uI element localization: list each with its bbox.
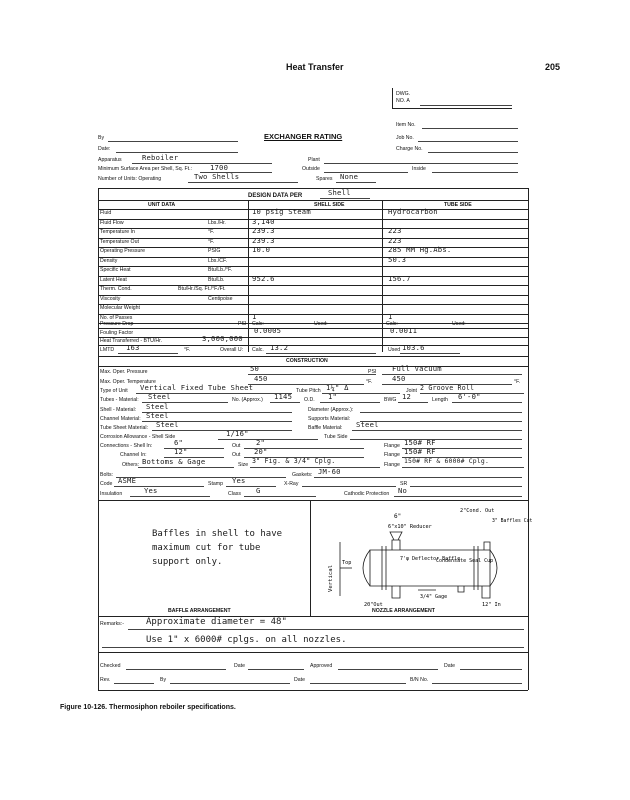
shell-out-label: Out [232, 443, 241, 449]
checked-label: Checked [100, 663, 121, 669]
channel-out-value: 20" [254, 447, 268, 456]
row-label: No. of Passes [100, 314, 133, 321]
row-shell-value: 3,140 [252, 216, 275, 226]
spares-label: Spares [316, 176, 333, 182]
page-number: 205 [545, 62, 561, 72]
construction-label: CONSTRUCTION [286, 358, 328, 364]
stamp-label: Stamp [208, 481, 223, 487]
flange2-value: 150# RF [404, 447, 436, 456]
tubesheet-material-value: Steel [156, 420, 179, 429]
row-shell-value: 10.0 [252, 245, 271, 254]
gaskets-label: Gaskets: [292, 472, 313, 478]
fouling-shell-value: 0.0005 [254, 326, 282, 335]
sketch-gage: 3/4" Gage [420, 594, 448, 600]
lmtd-value: 163 [126, 343, 140, 352]
sketch-reducer: 6"x10" Reducer [388, 524, 432, 530]
od-value: 1" [328, 392, 338, 401]
channel-material-value: Steel [146, 411, 169, 420]
row-tube-value: 223 [388, 226, 402, 235]
no-approx-value: 1145 [274, 392, 293, 401]
tubesheet-material-label: Tube Sheet Material: [100, 425, 148, 431]
class-label: Class [228, 491, 241, 497]
baffle-arrangement-label: BAFFLE ARRANGEMENT [168, 608, 231, 614]
overall-used-label: Used [388, 347, 401, 353]
design-data-label: DESIGN DATA PER [248, 193, 303, 199]
row-unit: Btu/Lb./°F. [208, 267, 232, 273]
stamp-value: Yes [232, 476, 246, 485]
length-label: Length [432, 397, 448, 403]
flange3-label: Flange [384, 462, 400, 468]
lmtd-label: LMTD [100, 347, 115, 353]
overall-used-value: 103.6 [402, 343, 425, 352]
sketch-deflector: 7'φ Deflector Baffle [400, 556, 461, 562]
insulation-label: Insulation [100, 491, 123, 497]
tubes-material-value: Steel [148, 392, 171, 401]
joint-value: 2 Groove Roll [420, 384, 475, 392]
col-shell-side: SHELL SIDE [314, 202, 345, 208]
charge-no-label: Charge No. [396, 146, 423, 152]
row-label: Temperature In [100, 229, 135, 235]
right-head [490, 550, 497, 586]
max-temp-shell: 450 [254, 374, 268, 383]
row-unit: Btu/Hr./Sq. Ft./°F./Ft. [178, 286, 226, 292]
diameter-label: Diameter (Approx.): [308, 407, 354, 413]
gaskets-value: JM-60 [318, 467, 341, 476]
by-label: By [98, 135, 105, 141]
baffle-note-line1: Baffles in shell to have [152, 529, 283, 539]
row-unit: Lbs./Hr. [208, 219, 226, 226]
row-shell-value: 952.6 [252, 273, 275, 283]
fouling-label: Fouling Factor [100, 330, 134, 336]
channel-material-label: Channel Material: [100, 416, 141, 422]
row-label: Operating Pressure [100, 248, 145, 254]
sketch-in12: 12" In [482, 602, 501, 608]
pressure-drop-label: Pressure Drop [100, 321, 134, 327]
row-unit: Lbs./CF. [208, 257, 228, 264]
bn-label: B/N No. [410, 677, 429, 683]
rev-label: Rev. [100, 677, 111, 683]
row-label: Molecular Weight [100, 305, 140, 311]
shell-in-value: 6" [174, 438, 184, 447]
corrosion-value: 1/16" [226, 429, 249, 438]
row-label: Fluid [100, 210, 112, 216]
max-pressure-psi: PSI [368, 369, 377, 375]
row-label: Viscosity [100, 295, 121, 302]
row-label: Density [100, 257, 118, 264]
size-label: Size [238, 462, 249, 468]
corrosion-label: Corrosion Allowance - Shell Side [100, 434, 176, 440]
shell-used-label: Used: [314, 321, 328, 327]
sketch-vertical: Vertical [328, 565, 334, 592]
apparatus-label: Apparatus [98, 157, 122, 163]
shell-out-value: 2" [256, 438, 266, 447]
dwg-label: DWG. [396, 91, 411, 97]
row-label: Fluid Flow [100, 219, 124, 226]
psi-label: PSI [238, 321, 247, 327]
heat-transferred-label: Heat Transferred - BTU/Hr. [100, 338, 162, 344]
row-tube-value: Hydrocarbon [388, 207, 438, 216]
max-temp-unit-tube: °F. [514, 379, 521, 385]
cond-nozzle [484, 542, 490, 550]
row-unit: PSIG [208, 248, 221, 254]
row-unit: °F. [208, 229, 215, 235]
flange2-label: Flange [384, 452, 400, 458]
baffle-material-label: Baffle Material: [308, 425, 343, 431]
cathodic-value: No [398, 486, 408, 495]
supports-label: Supports Material: [308, 416, 351, 422]
row-unit: Centipoise [208, 295, 233, 302]
overall-u-label: Overall U: [220, 347, 244, 353]
code-value: ASME [118, 476, 137, 485]
max-temp-label: Max. Oper. Temperature [100, 379, 156, 385]
shell-material-label: Shell - Material: [100, 407, 137, 413]
units-label: Number of Units: Operating [98, 176, 162, 182]
left-head [363, 550, 370, 586]
nozzle-arrangement-label: NOZZLE ARRANGEMENT [372, 608, 435, 614]
rev-date-label: Date [294, 677, 305, 683]
nozzle-sketch [312, 502, 533, 610]
max-temp-unit-shell: °F. [366, 379, 373, 385]
checked-date-label: Date [234, 663, 245, 669]
flange3-value: 150# RF & 6000# Cplg. [404, 457, 489, 465]
sketch-top-6: 6" [394, 513, 402, 520]
outside-label: Outside [302, 166, 320, 172]
design-data-value: Shell [328, 188, 351, 197]
col-unit-data: UNIT DATA [148, 202, 176, 208]
seal-cup [458, 586, 464, 592]
tubes-material-label: Tubes - Material: [100, 397, 139, 403]
max-pressure-tube: Full Vacuum [392, 364, 442, 373]
lmtd-unit: °F. [184, 347, 191, 353]
code-label: Code [100, 481, 113, 487]
row-tube-value: 1 [388, 311, 393, 321]
inside-label: Inside [412, 166, 426, 172]
row-tube-value: 156.7 [388, 273, 411, 283]
max-temp-tube: 450 [392, 374, 406, 383]
bwg-label: BWG [384, 397, 397, 403]
joint-label: Joint [406, 388, 417, 394]
row-tube-value: 285 MM Hg.Abs. [388, 245, 452, 254]
min-surface-label: Minimum Surface Area per Shell, Sq. Ft.: [98, 166, 192, 172]
channel-in-label: Channel In: [120, 452, 147, 458]
approved-label: Approved [310, 663, 333, 669]
overall-calc-value: 13.2 [270, 343, 289, 352]
type-value: Vertical Fixed Tube Sheet [140, 383, 254, 392]
top-nozzle [392, 540, 400, 550]
rev-by-label: By [160, 677, 167, 683]
row-unit: °F. [208, 238, 215, 245]
shell-material-value: Steel [146, 402, 169, 411]
units-value: Two Shells [194, 172, 240, 181]
baffle-note-line3: support only. [152, 557, 223, 567]
class-value: G [256, 486, 261, 495]
channel-out-label: Out [232, 452, 241, 458]
inlet-nozzle [482, 586, 490, 598]
figure-caption: Figure 10-126. Thermosiphon reboiler specifications. [60, 704, 236, 711]
tube-pitch-value: 1¼" Δ [326, 383, 349, 392]
job-no-label: Job No. [396, 135, 414, 141]
od-label: O.D. [304, 397, 315, 403]
row-shell-value: 239.3 [252, 226, 275, 235]
row-shell-value: 10 psig Steam [252, 207, 311, 216]
max-pressure-label: Max. Oper. Pressure [100, 369, 148, 375]
no-approx-label: No. (Approx.) [232, 397, 263, 403]
item-no-label: Item No. [396, 122, 416, 128]
baffle-material-value: Steel [356, 420, 379, 429]
length-value: 6'-0" [458, 392, 481, 401]
sketch-baffles-cut: 3" Baffles Cut [492, 519, 533, 524]
heat-transferred-value: 3,000,000 [202, 334, 243, 343]
fouling-tube-value: 0.0011 [390, 326, 418, 335]
spares-value: None [340, 172, 359, 181]
cathodic-label: Cathodic Protection [344, 491, 390, 497]
remarks-label: Remarks:- [100, 621, 124, 627]
min-surface-value: 1700 [210, 163, 229, 172]
tube-pitch-label: Tube Pitch [296, 388, 321, 394]
others-value: Bottoms & Gage [142, 457, 206, 466]
sketch-cond-out: 2"Cond. Out [460, 508, 495, 514]
row-label: Temperature Out [100, 238, 139, 245]
reducer [390, 532, 402, 540]
sr-label: SR [400, 481, 408, 487]
row-label: Therm. Cond. [100, 286, 132, 292]
baffle-note-line2: maximum cut for tube [152, 543, 261, 553]
tube-side-label: Tube Side [324, 434, 348, 440]
plant-label: Plant [308, 157, 320, 163]
row-unit: Btu/Lb. [208, 276, 225, 283]
row-tube-value: 223 [388, 235, 402, 245]
date-label: Date: [98, 146, 111, 152]
connections-label: Connections - Shell In: [100, 443, 153, 449]
bolts-label: Bolts: [100, 472, 113, 478]
col-tube-side: TUBE SIDE [444, 202, 472, 208]
remarks-line2: Use 1" x 6000# cplgs. on all nozzles. [146, 635, 347, 645]
approved-date-label: Date [444, 663, 455, 669]
shell-calc-label: Calc: [252, 321, 264, 327]
row-shell-value: 1 [252, 311, 257, 321]
tube-calc-label: Calc: [386, 321, 398, 327]
channel-in-value: 12" [174, 447, 188, 456]
xray-label: X-Ray [284, 481, 299, 487]
tube-used-label: Used: [452, 321, 466, 327]
size-value: 3" Fig. & 3/4" Cplg. [252, 457, 336, 465]
row-shell-value: 239.3 [252, 235, 275, 245]
insulation-value: Yes [144, 486, 158, 495]
flange1-label: Flange [384, 443, 400, 449]
bottom-nozzle [392, 586, 400, 598]
exchanger-rating-form [98, 86, 533, 698]
row-label: Latent Heat [100, 276, 127, 283]
apparatus-value: Reboiler [142, 153, 179, 162]
max-pressure-shell: 50 [250, 364, 260, 373]
sketch-out20: 20"Out [364, 602, 383, 608]
remarks-line1: Approximate diameter = 48" [146, 617, 287, 627]
row-tube-value: 50.3 [388, 254, 407, 264]
row-label: Specific Heat [100, 267, 131, 273]
running-header: Heat Transfer [286, 62, 344, 72]
bwg-value: 12 [402, 392, 412, 401]
type-label: Type of Unit [100, 388, 128, 394]
others-label: Others: [122, 462, 140, 468]
flange1-value: 150# RF [404, 438, 436, 447]
no-label: NO. A [396, 98, 410, 104]
overall-calc-label: Calc. [252, 347, 264, 353]
form-title: EXCHANGER RATING [264, 132, 343, 141]
sketch-top: Top [342, 560, 352, 566]
sketch-condensate: Condensate Seal Cup [436, 558, 494, 564]
